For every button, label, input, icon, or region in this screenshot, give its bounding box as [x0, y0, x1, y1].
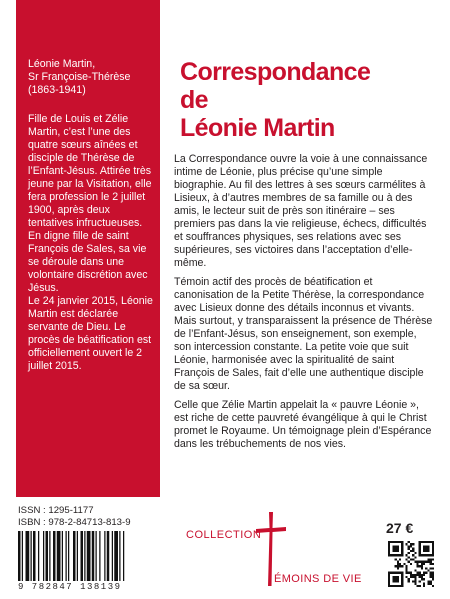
title-line-3: Léonie Martin [180, 114, 335, 142]
isbn-text: ISBN : 978-2-84713-813-9 [18, 517, 131, 528]
red-sidebar [16, 0, 160, 497]
description-paragraph-3: Celle que Zélie Martin appelait la « pauvre Léonie », est riche de cette pauvreté évangélique à qui le Christ promet le Royaume. Un témoignage plein d’Espérance dans les trébuchements de nos vies. [174, 399, 432, 450]
collection-name: ÉMOINS DE VIE [274, 573, 362, 585]
qr-code-icon [388, 541, 434, 587]
author-name: Léonie Martin, [28, 58, 96, 70]
price: 27 € [386, 520, 414, 536]
book-title [180, 58, 430, 142]
barcode-number: 9 782847 138139 [18, 582, 122, 592]
description-paragraph-2: Témoin actif des procès de béatification et canonisation de la Petite Thérèse, la correspondance avec Lisieux donne des détails inconnus et vivants. Mais surtout, y transparaissent la présence de Thérèse de l’Enfant-Jésus, son enseignement, son exemple, son intercession constante. La petite voie que suit Léonie, harmonisée avec la spiritualité de saint François de Sales, fait d’elle une authentique disciple de sa sœur. [174, 276, 433, 392]
description [174, 153, 434, 457]
author-bio: Fille de Louis et Zélie Martin, c’est l’une des quatre sœurs aînées et disciple de Thérèse de l’Enfant-Jésus. Attirée très jeune par la Visitation, elle fera profession le 2 juillet 1900, après deux tentatives infructueuses. En digne fille de saint François de Sales, sa vie se déroule dans une volontaire discrétion avec Jésus. [28, 113, 152, 294]
barcode-icon [18, 531, 166, 581]
author-update: Le 24 janvier 2015, Léonie Martin est déclarée servante de Dieu. Le procès de béatification est officiellement ouvert le 2 juillet 2015. [28, 295, 153, 372]
author-heading [28, 58, 154, 97]
collection-label: COLLECTION [186, 529, 262, 541]
issn-text: ISSN : 1295-1177 [18, 505, 94, 516]
description-paragraph-1: La Correspondance ouvre la voie à une connaissance intime de Léonie, plus précise qu’une simple biographie. Au fil des lettres à ses sœurs carmélites à Lisieux, à d’autres membres de sa famille ou à des amis, le lecteur suit de près son itinéraire – ses premiers pas dans la vie religieuse, échecs, difficultés et souffrances physiques, ses relations avec ses supérieures, ses victoires dans l’acceptation d’elle-même. [174, 153, 428, 269]
title-line-2: de [180, 86, 208, 114]
publication-codes [18, 505, 131, 529]
title-line-1: Correspondance [180, 58, 371, 86]
author-religious-name: Sr Françoise-Thérèse [28, 71, 131, 83]
author-dates: (1863-1941) [28, 84, 86, 96]
